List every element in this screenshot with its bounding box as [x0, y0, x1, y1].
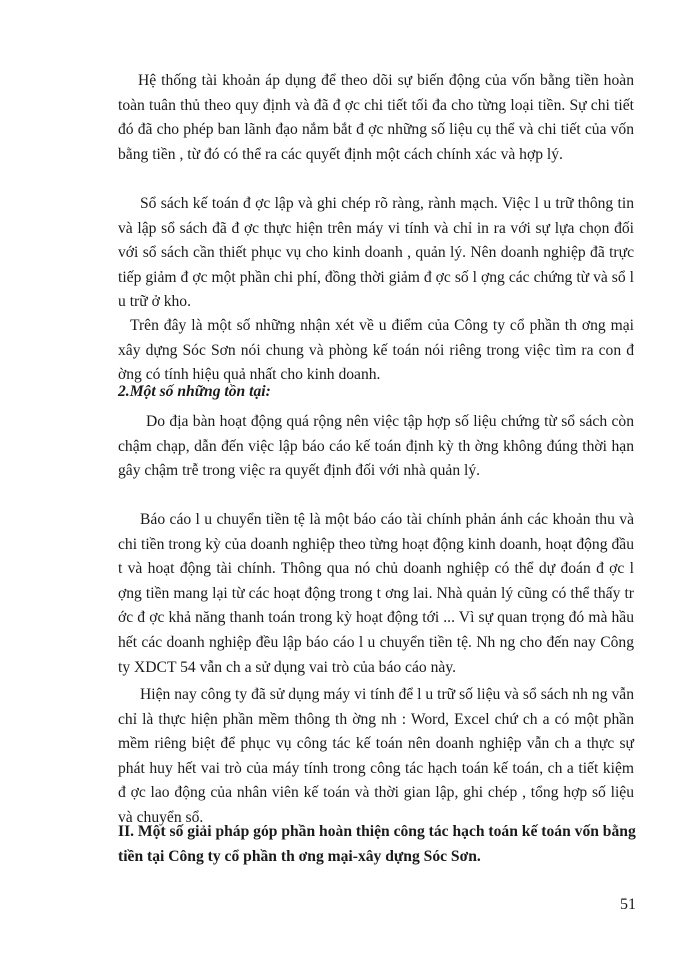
paragraph-bookkeeping: Sổ sách kế toán đ ợc lập và ghi chép rõ ràng, rành mạch. Việc l u trữ thông tin và lập sổ sách đã đ ợc thực hiện trên máy vi tính và chỉ in ra với sự lựa chọn đối với sổ sách cần thiết phục vụ cho kinh doanh , quản lý. Nên doanh nghiệp đã trực tiếp giảm đ ợc một phần chi phí, đồng thời giảm đ ợc số l ợng các chứng từ và sổ l u trữ ở kho. — [118, 195, 634, 311]
paragraph-cash-flow-report: Báo cáo l u chuyển tiền tệ là một báo cáo tài chính phản ánh các khoản thu và chi tiền trong kỳ của doanh nghiệp theo từng hoạt động kinh doanh, hoạt động đầu t và hoạt động tài chính. Thông qua nó chủ doanh nghiệp có thể dự đoán đ ợc l ợng tiền mang lại từ các hoạt động trong t ơng lai. Nhà quản lý cũng có thể thấy tr ớc đ ợc khả năng thanh toán trong kỳ hoạt động tới ... Vì sự quan trọng đó mà hầu hết các doanh nghiệp đều lập báo cáo l u chuyển tiền tệ. Nh ng cho đến nay Công ty XDCT 54 vẫn ch a sử dụng vai trò của báo cáo này. — [118, 511, 634, 676]
page-number: 51 — [620, 896, 636, 913]
paragraph-account-system: Hệ thống tài khoản áp dụng để theo dõi sự biến động của vốn bằng tiền hoàn toàn tuân thủ theo quy định và đã đ ợc chi tiết tối đa cho từng loại tiền. Sự chi tiết đó đã cho phép ban lãnh đạo nắm bắt đ ợc những số liệu cụ thể và chi tiết của vốn bằng tiền , từ đó có thể ra các quyết định một cách chính xác và hợp lý. — [118, 72, 634, 163]
main-heading-solutions: II. Một số giải pháp góp phần hoàn thiện công tác hạch toán kế toán vốn bằng tiền tại Công ty cổ phần th ơng mại-xây dựng Sóc Sơn. — [118, 823, 636, 865]
paragraph-summary-advantages: Trên đây là một số những nhận xét về u điểm của Công ty cổ phần th ơng mại xây dựng Sóc Sơn nói chung và phòng kế toán nói riêng trong việc tìm ra con đ ờng có tính hiệu quả nhất cho kinh doanh. — [118, 317, 634, 384]
section-heading-shortcomings: 2.Một số những tồn tại: — [118, 383, 271, 400]
paragraph-slow-reporting: Do địa bàn hoạt động quá rộng nên việc tập hợp số liệu chứng từ sổ sách còn chậm chạp, dẫn đến việc lập báo cáo kế toán định kỳ th ờng không đúng thời hạn gây chậm trễ trong việc ra quyết định đối với nhà quản lý. — [118, 413, 634, 480]
paragraph-accounting-software: Hiện nay công ty đã sử dụng máy vi tính để l u trữ số liệu và sổ sách nh ng vẫn chỉ là thực hiện phần mềm thông th ờng nh : Word, Excel chứ ch a có một phần mềm riêng biệt để phục vụ công tác kế toán nên doanh nghiệp vẫn ch a thực sự phát huy hết vai trò của máy tính trong công tác hạch toán kế toán, ch a tiết kiệm đ ợc lao động của nhân viên kế toán và thời gian lập, ghi chép , tổng hợp số liệu và chuyển sổ. — [118, 686, 634, 826]
